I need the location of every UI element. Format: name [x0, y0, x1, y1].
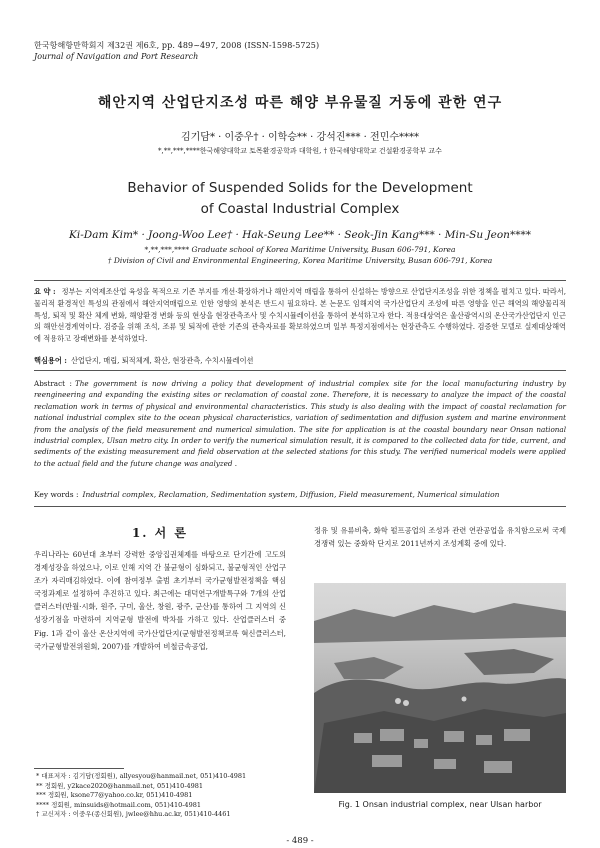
footnote-5: † 교신저자 : 이중우(종신회원), jwlee@hhu.ac.kr, 051)410-4461: [36, 810, 231, 819]
journal-name: Journal of Navigation and Port Research: [34, 52, 199, 61]
affiliation-korean: *,**,***,****한국해양대학교 토목환경공학과 대학원, † 한국해양대학교 건설환경공학부 교수: [158, 147, 442, 155]
affiliation-english-2: † Division of Civil and Environmental Engineering, Korea Maritime University, Busan 606-791, Korea: [107, 256, 493, 265]
footnote-3: *** 정회원, ksone77@yahoo.co.kr, 051)410-4981: [36, 791, 193, 800]
abstract-korean-text: 정부는 지역제조산업 육성을 목적으로 기존 부지를 개선·확장하거나 해안지역 매립을 통하여 신설하는 방향으로 산업단지조성을 위한 정책을 펼치고 있다. 따라서, 물리적 환경적인 특성의 관점에서 해안지역매립으로 인한 영향의 분석은 반드시 필요하다. 본 논문도 임해지역 국가산업단지 조성에 따른 영향을 인근 해역의 해양물리적 특성, 퇴적 및 확산 체계 변화, 해양환경 변화 등의 현상을 현장관측조사 및 수치시뮬레이션을 통하여 분석하고자 한다. 적용대상역은 울산광역시의 온산국가산업단지 인근의 해안선경계역이다. 검증을 위해 조석, 조류 및 퇴적에 관한 기존의 관측자료를 확보하였으며 일부 특정지점에서는 현장관측도 수행하였다. 검증한 모델로 실제대상해역에 적용하고 장래변화를 분석하였다.: [34, 287, 567, 344]
authors-english: Ki-Dam Kim* · Joong-Woo Lee† · Hak-Seung Lee** · Seok-Jin Kang*** · Min-Su Jeon****: [69, 229, 531, 241]
abstract-english-label: Abstract :: [34, 379, 72, 388]
authors-korean: 김기담* · 이중우† · 이학승** · 강석진*** · 전민수****: [180, 132, 420, 143]
divider-top: [34, 280, 566, 281]
keywords-english-label: Key words :: [34, 490, 79, 499]
keywords-korean: [34, 356, 253, 366]
keywords-english: [34, 490, 499, 499]
footnote-2: ** 정회원, y2kace2020@hanmail.net, 051)410-4981: [36, 781, 204, 790]
introduction-left-column: 우리나라는 60년대 초부터 강력한 중앙집권체제를 바탕으로 단기간에 고도의 경제성장을 하였으나, 이로 인해 지역 간 불균형이 심화되고, 불균형적인 산업구조가 자리매김하였다. 이에 참여정부 출범 초기부터 국가균형발전정책을 핵심 국정과제로 설정하여 추진하고 있다. 최근에는 대덕연구개발특구와 7개의 산업클러스터(반월·시화, 원주, 구미, 울산, 창원, 광주, 군산)를 통하여 그 지역의 신 성장기점을 마련하여 지역균형 발전에 박차를 가하고 있다. 산업클러스터 중 Fig. 1과 같이 울산 온산지역에 국가산업단지(균형발전정책코록 혁신클러스터, 국가균형발전위원회, 2007)를 개발하여 비철금속공업,: [34, 550, 286, 651]
title-english: Behavior of Suspended Solids for the Development of Coastal Industrial Complex: [127, 180, 473, 217]
abstract-english-text: The government is now driving a policy that development of industrial complex site for the local manufacturing industry by reengineering and expanding the existing sites or reclamation of coastal zone. Therefore, it is necessary to analyze the impact of the coastal reclamation work in terms of physical and environmental characteristics. This study is also dealing with the impact of coastal reclamation for national industrial complex site to the ocean physical characteristics, variation of sedimentation and diffusion system and marine environment from the analysis of the field measurement and numerical simulation. The site for application is at the coastal boundary near Onsan national industrial complex, Ulsan metro city. In order to verify the numerical simulation result, it is compared to the collected data for tide, current, and sediments of the existing measurement and field observation at the selected stations for this study. The verified numerical models were applied to the actual field and the future change was analyzed .: [34, 379, 566, 468]
abstract-korean-label: 요 약 :: [34, 287, 56, 296]
affiliation-english-1: *,**,***,**** Graduate school of Korea Maritime University, Busan 606-791, Korea: [144, 245, 456, 254]
journal-citation: 한국항해항만학회지 제32권 제6호, pp. 489~497, 2008 (ISSN-1598-5725): [34, 41, 320, 50]
keywords-english-text: Industrial complex, Reclamation, Sedimentation system, Diffusion, Field measurement, Numerical simulation: [82, 490, 500, 499]
divider-abstract: [34, 370, 566, 371]
page-number: - 489 -: [286, 836, 314, 846]
footnotes: [36, 772, 296, 820]
abstract-korean: [34, 286, 566, 345]
keywords-korean-text: 산업단지, 매립, 퇴적체계, 확산, 현장관측, 수치시뮬레이션: [70, 356, 254, 365]
footnote-divider: [34, 768, 124, 769]
introduction-right-column: 정유 및 유류비축, 화학 펄프공업의 조성과 관련 연관공업을 유치함으로써 국제 경쟁력 있는 중화학 단지로 2011년까지 조성계획 중에 있다.: [314, 526, 566, 549]
divider-bottom: [34, 506, 566, 507]
footnote-4: **** 정회원, minsuids@hotmail.com, 051)410-4981: [36, 800, 201, 809]
aerial-photo-image: [314, 583, 566, 793]
figure-aerial-photo: [314, 583, 566, 793]
abstract-english: [34, 378, 566, 469]
footnote-1: * 대표저자 : 김기담(정회원), allyesyou@hanmail.net, 051)410-4981: [36, 772, 247, 780]
title-korean: 해안지역 산업단지조성 따른 해양 부유물질 거동에 관한 연구: [97, 95, 503, 111]
figure-caption: Fig. 1 Onsan industrial complex, near Ulsan harbor: [338, 800, 542, 809]
section-heading-introduction: 1. 서 론: [131, 526, 189, 540]
keywords-korean-label: 핵심용어 :: [34, 356, 67, 365]
